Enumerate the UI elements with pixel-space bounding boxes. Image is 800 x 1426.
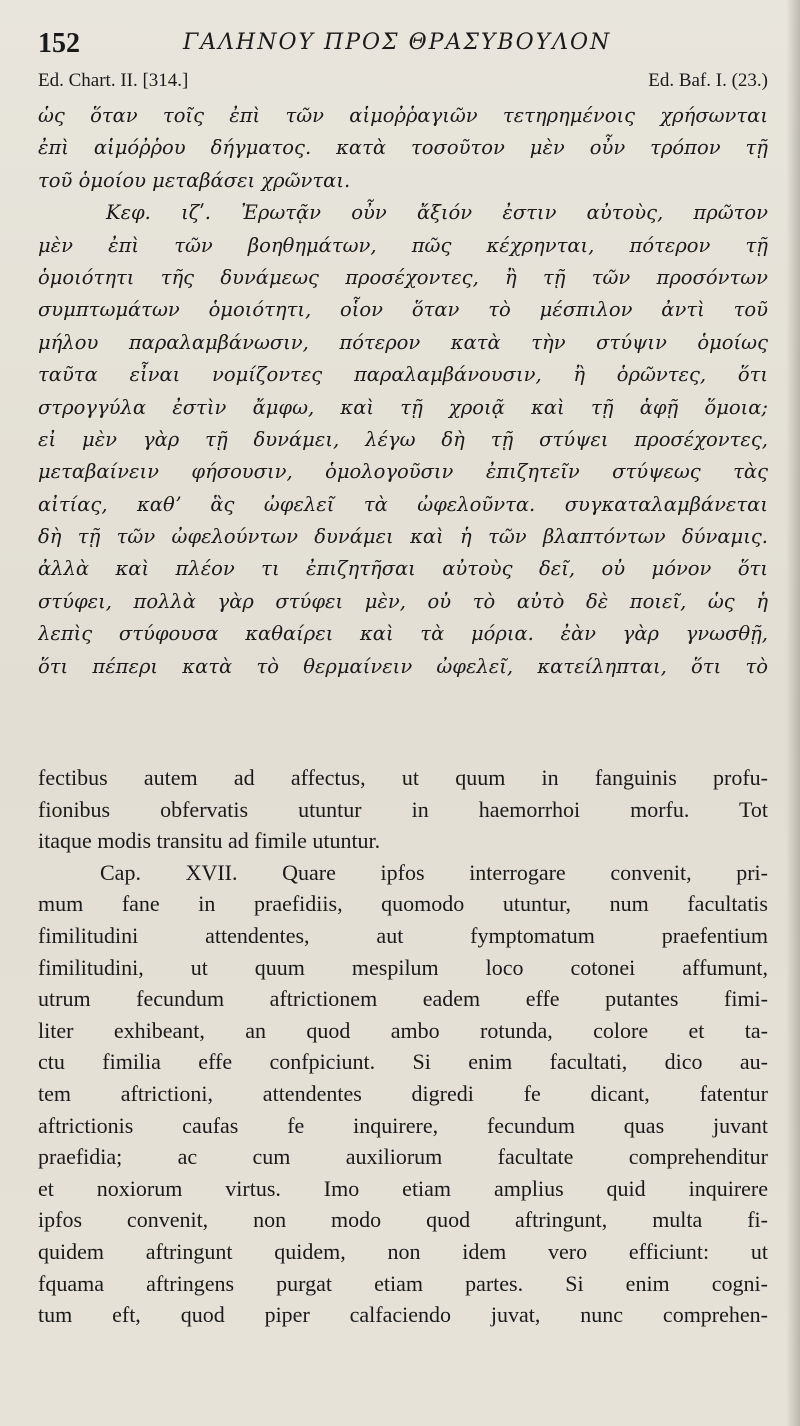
latin-line: praefidia; ac cum auxiliorum facultate comprehenditur	[38, 1144, 768, 1170]
edition-references	[38, 70, 768, 96]
latin-line: ipfos convenit, non modo quod aftringunt, multa fi-	[38, 1207, 768, 1233]
greek-line: μεταβαίνειν φήσουσιν, ὁμολογοῦσιν ἐπιζητεῖν στύψεως τὰς	[38, 460, 768, 484]
page-edge-shadow	[786, 0, 800, 1426]
greek-line: στρογγύλα ἐστὶν ἄμφω, καὶ τῇ χροιᾷ καὶ τῇ ἁφῇ ὅμοια;	[38, 395, 768, 419]
latin-line: fimilitudini attendentes, aut fymptomatum praefentium	[38, 922, 768, 948]
greek-line: ὅτι πέπερι κατὰ τὸ θερμαίνειν ὠφελεῖ, κατείληπται, ὅτι τὸ	[38, 654, 768, 678]
running-title: ΓΑΛΗΝΟΥ ΠΡΟΣ ΘΡΑΣΥΒΟΥΛΟΝ	[183, 30, 612, 55]
page-header	[38, 22, 768, 62]
greek-line: ἀλλὰ καὶ πλέον τι ἐπιζητῆσαι αὐτοὺς δεῖ, οὐ μόνον ὅτι	[38, 557, 768, 581]
greek-line: τοῦ ὁμοίου μεταβάσει χρῶνται.	[38, 168, 351, 192]
latin-line: fimilitudini, ut quum mespilum loco cotonei affumunt,	[38, 954, 768, 980]
greek-line: εἰ μὲν γὰρ τῇ δυνάμει, λέγω δὴ τῇ στύψει προσέχοντες,	[38, 427, 768, 451]
latin-line: mum fane in praefidiis, quomodo utuntur, num facultatis	[38, 891, 768, 917]
latin-line: quidem aftringunt quidem, non idem vero efficiunt: ut	[38, 1238, 768, 1264]
greek-line: δὴ τῇ τῶν ὠφελούντων δυνάμει καὶ ἡ τῶν βλαπτόντων δύναμις.	[38, 525, 768, 549]
greek-text-block	[38, 100, 768, 683]
latin-line: aftrictionis caufas fe inquirere, fecundum quas juvant	[38, 1112, 768, 1138]
latin-line: tum eft, quod piper calfaciendo juvat, nunc comprehen-	[38, 1302, 768, 1328]
latin-line: fquama aftringens purgat etiam partes. Si enim cogni-	[38, 1270, 768, 1296]
latin-line: ctu fimilia effe confpiciunt. Si enim facultati, dico au-	[38, 1049, 768, 1075]
greek-line: μήλου παραλαμβάνωσιν, πότερον κατὰ τὴν στύψιν ὁμοίως	[38, 330, 768, 354]
greek-line: ταῦτα εἶναι νομίζοντες παραλαμβάνουσιν, ἢ ὁρῶντες, ὅτι	[38, 363, 768, 387]
latin-line: utrum fecundum aftrictionem eadem effe putantes fimi-	[38, 986, 768, 1012]
latin-line: et noxiorum virtus. Imo etiam amplius quid inquirere	[38, 1175, 768, 1201]
greek-line: λεπὶς στύφουσα καθαίρει καὶ τὰ μόρια. ἐὰν γὰρ γνωσθῇ,	[38, 622, 768, 646]
latin-text-block	[38, 762, 768, 1331]
greek-line: συμπτωμάτων ὁμοιότητι, οἷον ὅταν τὸ μέσπιλον ἀντὶ τοῦ	[38, 298, 768, 322]
latin-line: Cap. XVII. Quare ipfos interrogare convenit, pri-	[100, 859, 768, 885]
edition-reference-right: Ed. Baf. I. (23.)	[648, 70, 768, 91]
greek-line: ὁμοιότητι τῆς δυνάμεως προσέχοντες, ἢ τῇ τῶν προσόντων	[38, 265, 768, 289]
latin-line: itaque modis transitu ad fimile utuntur.	[38, 828, 381, 854]
latin-line: tem aftrictioni, attendentes digredi fe dicant, fatentur	[38, 1080, 768, 1106]
greek-line: αἰτίας, καθʼ ἃς ὠφελεῖ τὰ ὠφελοῦντα. συγκαταλαμβάνεται	[38, 492, 768, 516]
greek-line: ἐπὶ αἱμόῤῥου δήγματος. κατὰ τοσοῦτον μὲν οὖν τρόπον τῇ	[38, 136, 768, 160]
edition-reference-left: Ed. Chart. II. [314.]	[38, 70, 189, 91]
latin-line: liter exhibeant, an quod ambo rotunda, colore et ta-	[38, 1017, 768, 1043]
greek-line: Κεφ. ιζʹ. Ἐρωτᾷν οὖν ἄξιόν ἐστιν αὐτοὺς, πρῶτον	[106, 201, 768, 225]
greek-line: μὲν ἐπὶ τῶν βοηθημάτων, πῶς κέχρηνται, πότερον τῇ	[38, 233, 768, 257]
latin-line: fionibus obfervatis utuntur in haemorrhoi morfu. Tot	[38, 796, 768, 822]
latin-line: fectibus autem ad affectus, ut quum in fanguinis profu-	[38, 765, 768, 790]
page-number: 152	[38, 28, 80, 59]
greek-line: στύφει, πολλὰ γὰρ στύφει μὲν, οὐ τὸ αὐτὸ δὲ ποιεῖ, ὡς ἡ	[38, 589, 768, 613]
greek-line: ὡς ὅταν τοῖς ἐπὶ τῶν αἱμοῤῥαγιῶν τετηρημένοις χρήσωνται	[38, 104, 768, 127]
